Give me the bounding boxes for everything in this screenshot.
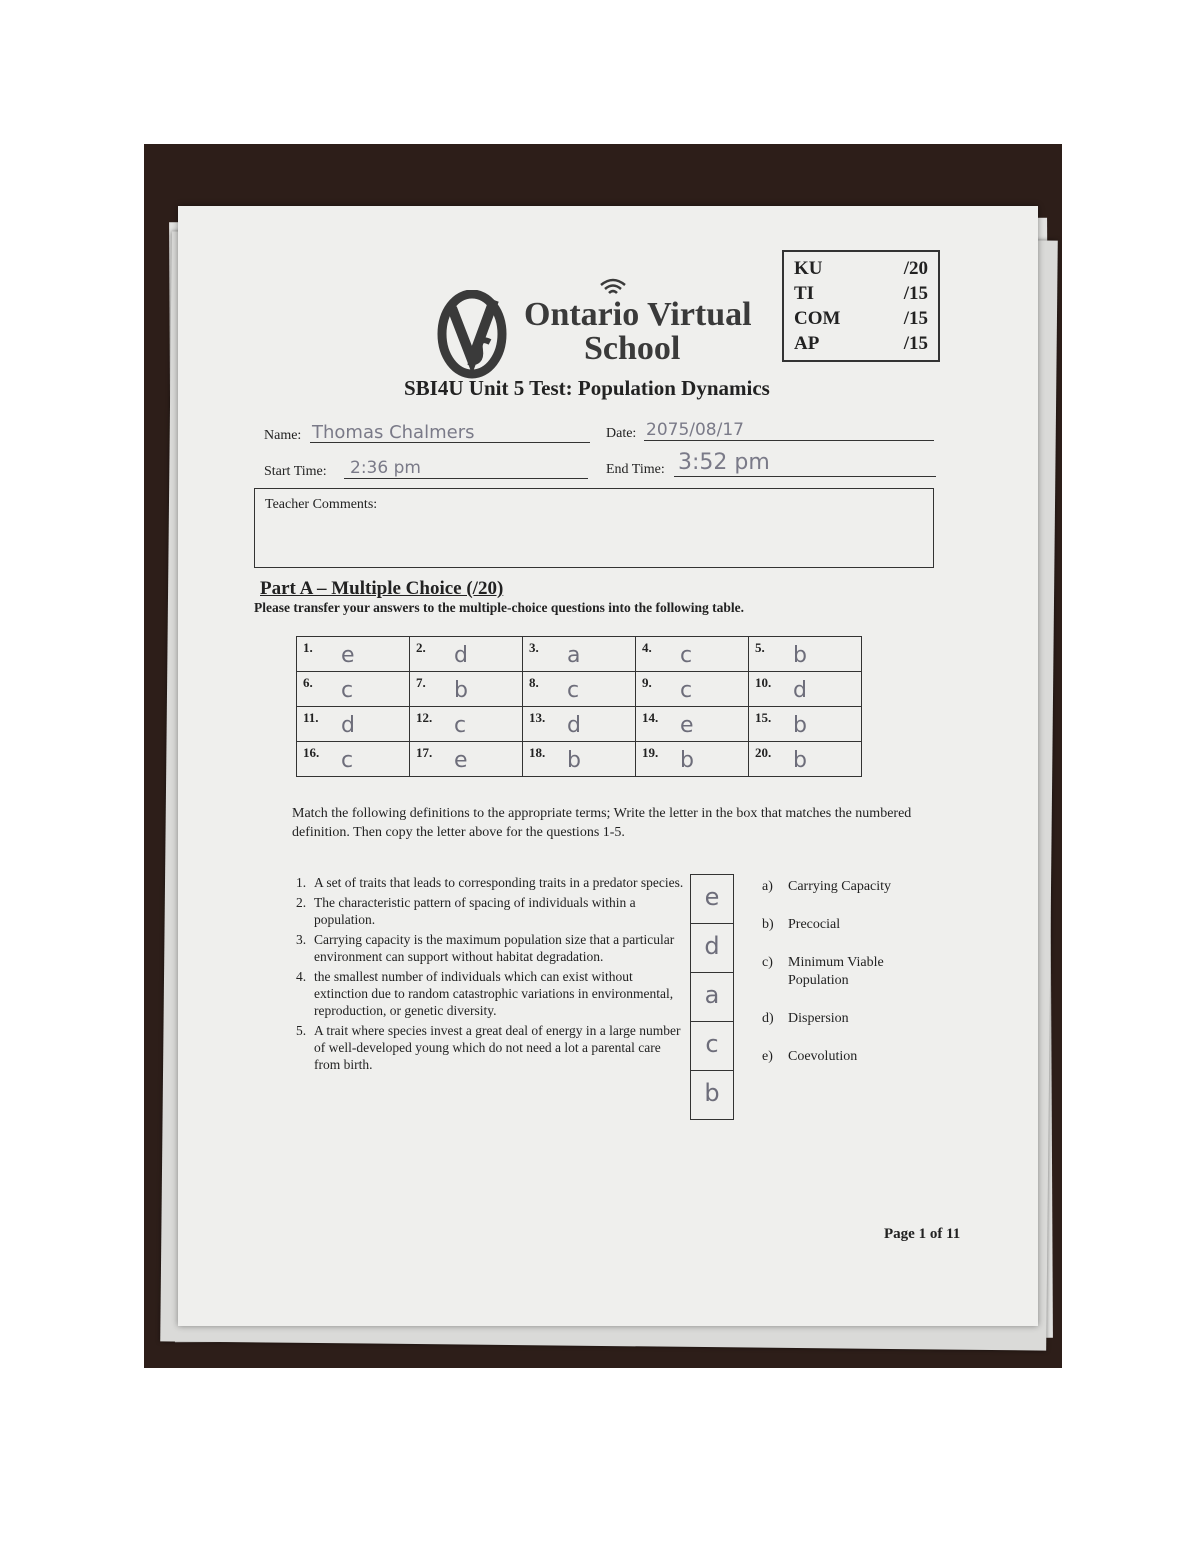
school-logo: [432, 290, 772, 382]
term-item: b) Precocial: [762, 917, 841, 932]
answer-cell: 8. c: [523, 672, 636, 707]
answer-cell: 16. c: [297, 742, 410, 777]
logo-line-1: Ontario Virtual: [524, 296, 752, 333]
date-value: 2075/08/17: [646, 420, 744, 440]
logo-line-2: School: [584, 330, 681, 367]
wifi-icon: [598, 276, 628, 298]
document-photo: [144, 144, 1062, 1368]
matching-answer-box: e: [691, 874, 733, 923]
teacher-comments-label: Teacher Comments:: [265, 497, 378, 512]
score-row: TI /15: [794, 283, 928, 304]
part-a-instruction: Please transfer your answers to the multiple-choice questions into the following table.: [254, 600, 744, 615]
answer-cell: 5. b: [749, 637, 862, 672]
score-row: KU /20: [794, 258, 928, 279]
definition-item: 4. the smallest number of individuals which can exist without extinction due to random catastrophic variations in environmental, reproduction, or genetic diversity.: [296, 969, 674, 1018]
answer-cell: 6. c: [297, 672, 410, 707]
definitions-list: [296, 874, 688, 1076]
end-time-value: 3:52 pm: [678, 450, 770, 475]
part-a-heading: Part A – Multiple Choice (/20): [260, 578, 504, 599]
term-item: d) Dispersion: [762, 1011, 849, 1026]
score-row: AP /15: [794, 333, 928, 354]
term-item: c) Minimum Viable Population: [762, 955, 884, 988]
table-row: [297, 707, 862, 742]
answer-cell: 12. c: [410, 707, 523, 742]
definition-item: 1. A set of traits that leads to corresponding traits in a predator species.: [296, 875, 684, 890]
matching-answer-box: c: [691, 1021, 733, 1070]
answer-cell: 19. b: [636, 742, 749, 777]
matching-answer-box: b: [691, 1070, 733, 1119]
answer-cell: 17. e: [410, 742, 523, 777]
start-time-label: Start Time:: [264, 464, 327, 479]
test-title: SBI4U Unit 5 Test: Population Dynamics: [404, 376, 770, 400]
score-box: [782, 250, 940, 362]
score-row: COM /15: [794, 308, 928, 329]
answer-cell: 10. d: [749, 672, 862, 707]
term-item: a) Carrying Capacity: [762, 879, 892, 894]
test-page: [178, 206, 1038, 1326]
answer-cell: 9. c: [636, 672, 749, 707]
start-time-value: 2:36 pm: [350, 458, 421, 478]
logo-text: [524, 298, 752, 366]
name-value: Thomas Chalmers: [312, 422, 475, 443]
answer-cell: 18. b: [523, 742, 636, 777]
definition-item: 3. Carrying capacity is the maximum population size that a particular environment can support without habitat degradation.: [296, 932, 675, 964]
answer-cell: 15. b: [749, 707, 862, 742]
teacher-comments-box: [254, 488, 934, 568]
matching-answer-box: d: [691, 923, 733, 972]
ovs-logo-icon: [432, 290, 514, 382]
definition-item: 5. A trait where species invest a great deal of energy in a large number of well-developed young which do not need a lot a parental care from birth.: [296, 1023, 681, 1072]
definition-item: 2. The characteristic pattern of spacing of individuals within a population.: [296, 895, 636, 927]
answer-cell: 20. b: [749, 742, 862, 777]
multiple-choice-answer-table: [296, 636, 862, 777]
matching-answer-box: a: [691, 972, 733, 1021]
answer-cell: 1. e: [297, 637, 410, 672]
answer-cell: 4. c: [636, 637, 749, 672]
date-label: Date:: [606, 426, 637, 441]
terms-list: [762, 878, 942, 1086]
answer-cell: 11. d: [297, 707, 410, 742]
table-row: [297, 742, 862, 777]
term-item: e) Coevolution: [762, 1049, 858, 1064]
end-time-label: End Time:: [606, 462, 665, 477]
matching-answer-column: [690, 874, 734, 1120]
matching-instruction: Match the following definitions to the appropriate terms; Write the letter in the box that matches the numbered definition. Then copy the letter above for the questions 1-5.: [292, 806, 912, 840]
answer-cell: 14. e: [636, 707, 749, 742]
table-row: [297, 637, 862, 672]
answer-cell: 3. a: [523, 637, 636, 672]
answer-cell: 13. d: [523, 707, 636, 742]
page-number: Page 1 of 11: [884, 1226, 961, 1242]
answer-cell: 7. b: [410, 672, 523, 707]
answer-cell: 2. d: [410, 637, 523, 672]
table-row: [297, 672, 862, 707]
name-label: Name:: [264, 428, 302, 443]
